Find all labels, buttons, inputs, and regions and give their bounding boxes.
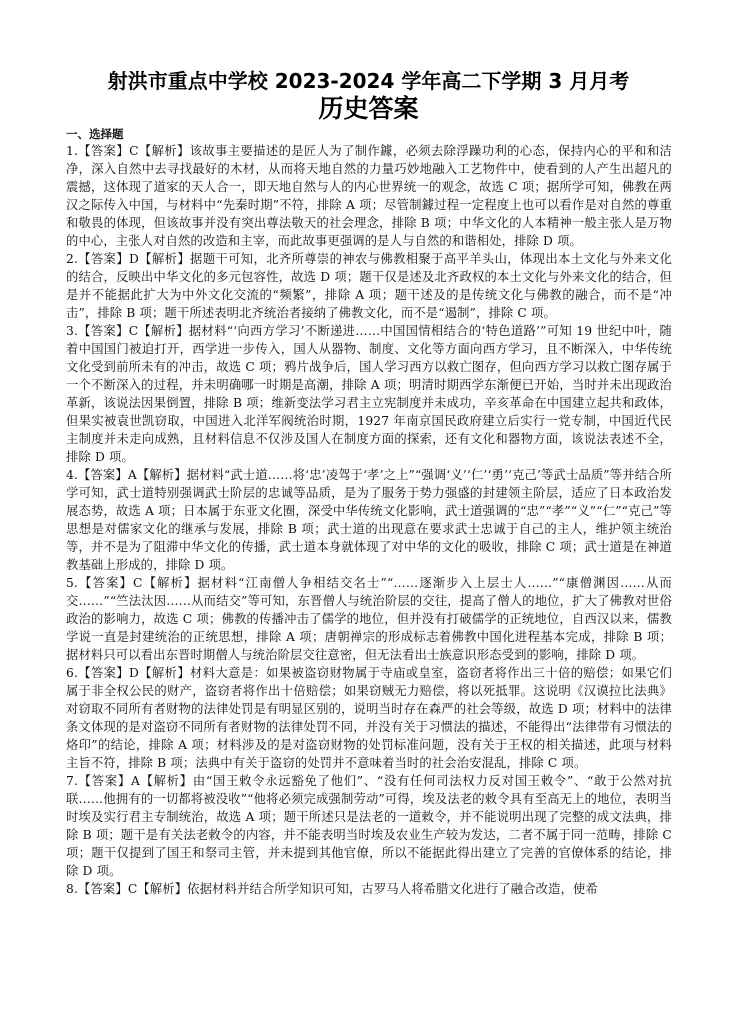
document-title: 射洪市重点中学校 2023-2024 学年高二下学期 3 月月考 [107,69,630,93]
answer-item: 3.【答案】C【解析】据材料“‘向西方学习’不断递进……中国国情相结合的‘特色道路’”可知 19 世纪中叶，随着中国国门被迫打开，西学进一步传入，国人从器物、制度、文化等方面向西方学习，且不断深入，中华传统文化受到前所未有的冲击，故选 C 项；鸦片战争后，国人学习西方以救亡图存，但向西方学习以救亡图存属于一个不断深入的过程，并未明确哪一时期是高潮，排除 A 项；明清时期西学东渐便已开始，当时并未出现政治革新，该说法因果倒置，排除 B 项；维新变法学习君主立宪制度并未成功，辛亥革命在中国建立起共和政体，但果实被袁世凯窃取，中国进入北洋军阀统治时期，1927 年南京国民政府建立后实行一党专制，中国近代民主制度并未走向成熟，且材料信息不仅涉及国人在制度方面的探索，还有文化和器物方面，该说法表述不全，排除 D 项。 [66,324,672,464]
answer-item: 4.【答案】A【解析】据材料“武士道……将‘忠’凌驾于‘孝’之上”“强调‘义’‘仁’‘勇’‘克己’等武士品质”等并结合所学可知，武士道特别强调武士阶层的忠诚等品质，是为了服务于势力强盛的封建领主阶层，适应了日本政治发展态势，故选 A 项；日本属于东亚文化圈，深受中华传统文化影响，武士道强调的“忠”“孝”“义”“仁”“克己”等思想是对儒家文化的继承与发展，排除 B 项；武士道的出现意在要求武士忠诚于自己的主人，维护领主统治等，并不是为了阻滞中华文化的传播，武士道本身就体现了对中华的文化的吸收，排除 C 项；武士道是在神道教基础上形成的，排除 D 项。 [66,468,672,572]
document-subtitle: 历史答案 [318,94,419,123]
answer-item: 8.【答案】C【解析】依据材料并结合所学知识可知，古罗马人将希腊文化进行了融合改造，使希 [66,882,598,896]
answer-item: 2.【答案】D【解析】据题干可知，北齐所尊崇的神农与佛教相聚于高平羊头山，体现出本土文化与外来文化的结合，反映出中华文化的多元包容性，故选 D 项；题干仅是述及北齐政权的本土文化与外来文化的结合，但是并不能据此扩大为中外文化交流的“频繁”，排除 A 项；题干述及的是传统文化与佛教的融合，而不是“冲击”，排除 B 项；题干所述表明北齐统治者接纳了佛教文化，而不是“遏制”，排除 C 项。 [66,252,672,320]
answer-item: 6.【答案】D【解析】材料大意是：如果被盗窃财物属于寺庙或皇室，盗窃者将作出三十倍的赔偿；如果它们属于非全权公民的财产，盗窃者将作出十倍赔偿；如果窃贼无力赔偿，将以死抵罪。这说明《汉谟拉比法典》对窃取不同所有者财物的法律处罚是有明显区别的，说明当时存在森严的社会等级，故选 D 项；材料中的法律条文体现的是对盗窃不同所有者财物的法律处罚不同，并没有关于习惯法的描述，不能得出“法律带有习惯法的烙印”的结论，排除 A 项；材料涉及的是对盗窃财物的处罚标准问题，没有关于王权的相关描述，此项与材料主旨不符，排除 B 项；法典中有关于盗窃的处罚并不意味着当时的社会治安混乱，排除 C 项。 [66,666,672,770]
answer-list [66,142,672,898]
section-heading: 一、选择题 [66,127,124,141]
answer-item: 1.【答案】C【解析】该故事主要描述的是匠人为了制作鐻，必须去除浮躁功利的心态，保持内心的平和和洁净，深入自然中去寻找最好的木材，从而将天地自然的力量巧妙地融入工艺物件中，使看到的人产生出超凡的震撼，这体现了道家的天人合一，即天地自然与人的内心世界统一的观念，故选 C 项；据所学可知，佛教在两汉之际传入中国，与材料中“先秦时期”不符，排除 A 项；尽管制鐻过程一定程度上也可以看作是对自然的尊重和敬畏的体现，但该故事并没有突出尊法敬天的社会理念，排除 B 项；中华文化的人本精神一般主张人是万物的中心，主张人对自然的改造和主宰，而此故事更强调的是人与自然的和谐相处，排除 D 项。 [66,144,672,248]
answer-item: 5.【答案】C【解析】据材料“江南僧人争相结交名士”“……逐渐步入上层士人……”“康僧渊因……从而交……”“竺法汰因……从而结交”等可知，东晋僧人与统治阶层的交往，提高了僧人的地位，扩大了佛教对世俗政治的影响力，故选 C 项；佛教的传播冲击了儒学的地位，但并没有打破儒学的正统地位，自西汉以来，儒教学说一直是封建统治的正统思想，排除 A 项；唐朝禅宗的形成标志着佛教中国化进程基本完成，排除 B 项；据材料只可以看出东晋时期僧人与统治阶层交往意密，但无法看出士族意识形态受到的影响，排除 D 项。 [66,576,672,662]
answer-item: 7.【答案】A【解析】由“国王敕令永远豁免了他们”、“没有任何司法权力反对国王敕令”、“敢于公然对抗联……他拥有的一切都将被没收”“他将必须完成强制劳动”可得，埃及法老的敕令具有至高无上的地位，表明当时埃及实行君主专制统治，故选 A 项；题干所述只是法老的一道敕令，并不能说明出现了完整的成文法典，排除 B 项；题干是有关法老敕令的内容，并不能表明当时埃及农业生产较为发达，二者不属于同一范畴，排除 C 项；题干仅提到了国王和祭司主管，并未提到其他官僚，所以不能据此得出建立了完善的官僚体系的结论，排除 D 项。 [66,774,672,878]
